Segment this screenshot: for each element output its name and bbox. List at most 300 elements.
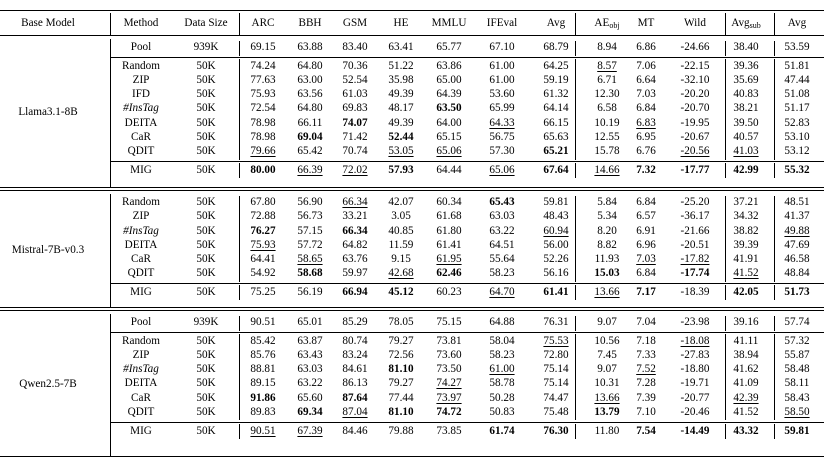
score-cell: 61.00	[489, 59, 515, 72]
score-cell: 78.98	[250, 116, 276, 129]
score-cell: 58.23	[489, 349, 515, 361]
score-cell: 73.60	[436, 349, 462, 361]
score-cell: 67.10	[489, 41, 515, 54]
data-size-cell: 50K	[196, 116, 216, 129]
score-cell: 7.33	[636, 349, 656, 361]
score-cell: 42.05	[733, 285, 759, 298]
score-cell: 11.59	[388, 238, 414, 251]
score-cell: 63.22	[489, 224, 515, 237]
score-cell: 11.80	[594, 424, 620, 437]
score-cell: 67.80	[250, 196, 276, 209]
score-cell: 55.32	[784, 163, 810, 176]
score-cell: 35.69	[733, 74, 759, 86]
score-cell: 91.86	[250, 391, 276, 404]
score-cell: 61.41	[436, 238, 462, 251]
score-cell: 15.03	[594, 267, 620, 280]
score-cell: 75.93	[250, 238, 276, 251]
score-cell: 65.06	[489, 163, 515, 176]
header-divider	[110, 13, 111, 35]
score-cell: 63.86	[436, 59, 462, 72]
method-name: ZIP	[132, 74, 150, 86]
method-name: #InsTag	[123, 224, 159, 237]
score-cell: 67.39	[297, 424, 323, 437]
score-cell: 43.32	[733, 424, 759, 437]
score-cell: 41.37	[784, 210, 810, 223]
score-cell: 6.96	[636, 238, 656, 251]
score-cell: 42.99	[733, 163, 759, 176]
header-divider	[239, 13, 240, 35]
score-cell: 49.88	[784, 224, 810, 237]
method-name: Random	[122, 334, 160, 347]
score-cell: 7.06	[636, 59, 656, 72]
score-cell: 41.09	[733, 377, 759, 390]
score-cell: -19.95	[680, 116, 710, 129]
block-rule	[0, 310, 824, 311]
score-cell: 42.07	[388, 196, 414, 209]
score-cell: 6.71	[597, 74, 617, 86]
score-cell: 38.40	[733, 41, 759, 54]
score-cell: 67.64	[543, 163, 569, 176]
score-cell: 57.30	[489, 145, 515, 157]
score-cell: 66.39	[297, 163, 323, 176]
method-name: CaR	[131, 130, 151, 143]
score-cell: 58.11	[784, 377, 810, 390]
data-size-cell: 50K	[196, 163, 216, 176]
score-cell: 48.84	[784, 267, 810, 280]
column-divider	[725, 285, 726, 300]
group-rule	[110, 283, 824, 284]
score-cell: 64.80	[297, 59, 323, 72]
score-cell: 65.00	[436, 74, 462, 86]
score-cell: 65.21	[543, 145, 569, 157]
data-size-cell: 50K	[196, 102, 216, 115]
score-cell: 61.74	[489, 424, 515, 437]
score-cell: 79.27	[388, 377, 414, 390]
score-cell: 87.64	[342, 391, 368, 404]
score-cell: 65.43	[489, 196, 515, 209]
score-cell: 75.48	[543, 405, 569, 418]
score-cell: 11.93	[594, 252, 620, 265]
score-cell: 83.24	[342, 349, 368, 361]
score-cell: 51.22	[388, 59, 414, 72]
score-cell: 10.19	[594, 116, 620, 129]
data-size-cell: 50K	[196, 424, 216, 437]
score-cell: 75.14	[543, 363, 569, 376]
data-size-cell: 50K	[196, 252, 216, 265]
score-cell: 59.81	[543, 196, 569, 209]
header-mmlu: MMLU	[431, 16, 467, 29]
score-cell: 7.03	[636, 88, 656, 101]
score-cell: 64.44	[436, 163, 462, 176]
score-cell: 41.52	[733, 405, 759, 418]
score-cell: 73.81	[436, 334, 462, 347]
score-cell: -24.66	[680, 41, 710, 54]
score-cell: 64.25	[543, 59, 569, 72]
score-cell: 63.50	[436, 102, 462, 115]
score-cell: 74.72	[436, 405, 462, 418]
method-name: Pool	[130, 316, 152, 329]
score-cell: 6.58	[597, 102, 617, 115]
score-cell: 65.63	[543, 130, 569, 143]
score-cell: 40.85	[388, 224, 414, 237]
score-cell: 58.48	[784, 363, 810, 376]
score-cell: 12.55	[594, 130, 620, 143]
column-divider	[239, 163, 240, 178]
score-cell: 7.54	[636, 424, 656, 437]
score-cell: 38.21	[733, 102, 759, 115]
base-model-label: Llama3.1-8B	[18, 106, 78, 118]
score-cell: 7.32	[636, 163, 656, 176]
score-cell: 61.41	[543, 285, 569, 298]
method-name: #InsTag	[123, 102, 159, 115]
column-divider	[239, 196, 240, 282]
score-cell: 63.03	[489, 210, 515, 223]
score-cell: 73.97	[436, 391, 462, 404]
group-rule	[110, 332, 824, 333]
score-cell: 46.58	[784, 252, 810, 265]
score-cell: 78.98	[250, 130, 276, 143]
score-cell: 15.78	[594, 145, 620, 157]
score-cell: 58.65	[297, 252, 323, 265]
group-rule	[110, 57, 824, 58]
score-cell: 74.27	[436, 377, 462, 390]
score-cell: 59.19	[543, 74, 569, 86]
score-cell: 76.27	[250, 224, 276, 237]
method-name: Random	[122, 59, 160, 72]
column-divider	[575, 316, 576, 331]
method-name: CaR	[131, 391, 151, 404]
column-divider	[725, 59, 726, 159]
score-cell: 61.68	[436, 210, 462, 223]
data-size-cell: 50K	[196, 363, 216, 376]
score-cell: -14.49	[680, 424, 710, 437]
score-cell: 64.00	[436, 116, 462, 129]
method-name: MIG	[130, 163, 152, 176]
score-cell: 35.98	[388, 74, 414, 86]
score-cell: 69.34	[297, 405, 323, 418]
score-cell: 65.01	[297, 316, 323, 329]
score-cell: -23.98	[680, 316, 710, 329]
score-cell: 63.03	[297, 363, 323, 376]
score-cell: 66.11	[297, 116, 323, 129]
column-divider	[774, 41, 775, 56]
score-cell: 85.29	[342, 316, 368, 329]
score-cell: 79.88	[388, 424, 414, 437]
score-cell: 89.83	[250, 405, 276, 418]
score-cell: 61.03	[342, 88, 368, 101]
method-name: #InsTag	[123, 363, 159, 376]
table-bottom-rule	[0, 456, 824, 457]
score-cell: 45.12	[388, 285, 414, 298]
score-cell: 6.64	[636, 74, 656, 86]
score-cell: 54.92	[250, 267, 276, 280]
score-cell: 39.39	[733, 238, 759, 251]
score-cell: -27.83	[680, 349, 710, 361]
score-cell: 55.64	[489, 252, 515, 265]
score-cell: 63.41	[388, 41, 414, 54]
data-size-cell: 50K	[196, 334, 216, 347]
score-cell: 66.94	[342, 285, 368, 298]
score-cell: 90.51	[250, 424, 276, 437]
score-cell: -22.15	[680, 59, 710, 72]
score-cell: 9.07	[597, 363, 617, 376]
score-cell: 70.36	[342, 59, 368, 72]
column-divider	[774, 316, 775, 331]
score-cell: 58.04	[489, 334, 515, 347]
method-name: QDIT	[127, 267, 155, 280]
score-cell: 6.84	[636, 267, 656, 280]
score-cell: 64.41	[250, 252, 276, 265]
data-size-cell: 50K	[196, 267, 216, 280]
score-cell: -17.74	[680, 267, 710, 280]
score-cell: 72.88	[250, 210, 276, 223]
score-cell: 41.62	[733, 363, 759, 376]
header-arc: ARC	[251, 16, 275, 29]
score-cell: 13.79	[594, 405, 620, 418]
group-rule	[110, 422, 824, 423]
score-cell: 53.12	[784, 145, 810, 157]
score-cell: 64.82	[342, 238, 368, 251]
score-cell: 90.51	[250, 316, 276, 329]
score-cell: 50.83	[489, 405, 515, 418]
score-cell: 75.93	[250, 88, 276, 101]
block-rule	[0, 307, 824, 308]
score-cell: -20.70	[680, 102, 710, 115]
score-cell: 57.74	[784, 316, 810, 329]
column-divider	[725, 316, 726, 331]
score-cell: 64.88	[489, 316, 515, 329]
score-cell: 75.53	[543, 334, 569, 347]
score-cell: -20.77	[680, 391, 710, 404]
score-cell: 53.59	[784, 41, 810, 54]
method-name: MIG	[130, 424, 152, 437]
score-cell: 63.88	[297, 41, 323, 54]
score-cell: 63.56	[297, 88, 323, 101]
score-cell: 56.16	[543, 267, 569, 280]
data-size-cell: 50K	[196, 285, 216, 298]
score-cell: 84.61	[342, 363, 368, 376]
score-cell: 6.84	[636, 102, 656, 115]
score-cell: 14.66	[594, 163, 620, 176]
score-cell: 7.39	[636, 391, 656, 404]
header-bbh: BBH	[298, 16, 322, 29]
column-divider	[239, 41, 240, 56]
score-cell: 5.84	[597, 196, 617, 209]
method-name: MIG	[130, 285, 152, 298]
score-cell: 71.42	[342, 130, 368, 143]
score-cell: 63.43	[297, 349, 323, 361]
column-divider	[575, 163, 576, 178]
score-cell: 40.83	[733, 88, 759, 101]
score-cell: 34.32	[733, 210, 759, 223]
score-cell: 10.56	[594, 334, 620, 347]
column-divider	[239, 316, 240, 331]
score-cell: 7.17	[636, 285, 656, 298]
score-cell: 8.20	[597, 224, 617, 237]
header-mt: MT	[637, 16, 655, 29]
model-divider	[110, 194, 111, 307]
column-divider	[575, 424, 576, 439]
score-cell: 64.14	[543, 102, 569, 115]
method-name: IFD	[131, 88, 151, 101]
score-cell: 69.15	[250, 41, 276, 54]
score-cell: 10.31	[594, 377, 620, 390]
header-divider	[725, 13, 726, 35]
score-cell: 65.42	[297, 145, 323, 157]
score-cell: 8.82	[597, 238, 617, 251]
header-gsm: GSM	[342, 16, 368, 29]
score-cell: 74.24	[250, 59, 276, 72]
score-cell: 6.57	[636, 210, 656, 223]
score-cell: 58.23	[489, 267, 515, 280]
score-cell: 69.83	[342, 102, 368, 115]
score-cell: 65.60	[297, 391, 323, 404]
column-divider	[725, 334, 726, 420]
score-cell: 57.15	[297, 224, 323, 237]
score-cell: 13.66	[594, 285, 620, 298]
score-cell: 72.02	[342, 163, 368, 176]
score-cell: 48.51	[784, 196, 810, 209]
score-cell: 65.06	[436, 145, 462, 157]
score-cell: -17.82	[680, 252, 710, 265]
column-divider	[575, 334, 576, 420]
score-cell: 62.46	[436, 267, 462, 280]
score-cell: 59.97	[342, 267, 368, 280]
method-name: Pool	[130, 41, 152, 54]
column-divider	[239, 59, 240, 159]
score-cell: -25.20	[680, 196, 710, 209]
score-cell: 76.31	[543, 316, 569, 329]
column-divider	[774, 59, 775, 159]
score-cell: 7.52	[636, 363, 656, 376]
score-cell: 7.10	[636, 405, 656, 418]
header-method: Method	[123, 16, 159, 29]
score-cell: 37.21	[733, 196, 759, 209]
score-cell: 64.39	[436, 88, 462, 101]
score-cell: 56.73	[297, 210, 323, 223]
score-cell: 61.00	[489, 363, 515, 376]
score-cell: 68.79	[543, 41, 569, 54]
data-size-cell: 50K	[196, 88, 216, 101]
model-divider	[110, 314, 111, 456]
score-cell: 64.70	[489, 285, 515, 298]
score-cell: 52.26	[543, 252, 569, 265]
score-cell: 8.94	[597, 41, 617, 54]
score-cell: 7.28	[636, 377, 656, 390]
score-cell: 33.21	[342, 210, 368, 223]
score-cell: -32.10	[680, 74, 710, 86]
score-cell: 88.81	[250, 363, 276, 376]
score-cell: 61.95	[436, 252, 462, 265]
column-divider	[725, 41, 726, 56]
column-divider	[575, 285, 576, 300]
score-cell: 79.27	[388, 334, 414, 347]
score-cell: 73.85	[436, 424, 462, 437]
score-cell: 66.34	[342, 196, 368, 209]
score-cell: 9.15	[391, 252, 411, 265]
score-cell: 58.78	[489, 377, 515, 390]
score-cell: 73.50	[436, 363, 462, 376]
data-size-cell: 50K	[196, 130, 216, 143]
score-cell: 7.18	[636, 334, 656, 347]
column-divider	[774, 163, 775, 178]
score-cell: -20.46	[680, 405, 710, 418]
base-model-label: Qwen2.5-7B	[19, 378, 77, 390]
score-cell: 65.15	[436, 130, 462, 143]
score-cell: 87.04	[342, 405, 368, 418]
score-cell: 6.83	[636, 116, 656, 129]
score-cell: 55.87	[784, 349, 810, 361]
score-cell: -18.39	[680, 285, 710, 298]
data-size-cell: 50K	[196, 391, 216, 404]
score-cell: 64.51	[489, 238, 515, 251]
data-size-cell: 50K	[196, 224, 216, 237]
method-name: ZIP	[132, 210, 150, 223]
score-cell: 49.39	[388, 88, 414, 101]
score-cell: -21.66	[680, 224, 710, 237]
column-divider	[774, 196, 775, 282]
score-cell: 52.54	[342, 74, 368, 86]
score-cell: 53.10	[784, 130, 810, 143]
score-cell: 70.74	[342, 145, 368, 157]
score-cell: 39.16	[733, 316, 759, 329]
score-cell: 76.30	[543, 424, 569, 437]
score-cell: 6.95	[636, 130, 656, 143]
score-cell: 85.76	[250, 349, 276, 361]
column-divider	[774, 285, 775, 300]
method-name: Random	[122, 196, 160, 209]
data-size-cell: 50K	[196, 377, 216, 390]
score-cell: 81.10	[388, 363, 414, 376]
header-rule	[0, 35, 824, 36]
score-cell: 75.15	[436, 316, 462, 329]
score-cell: 77.44	[388, 391, 414, 404]
column-divider	[239, 424, 240, 439]
score-cell: 39.50	[733, 116, 759, 129]
score-cell: 6.84	[636, 196, 656, 209]
score-cell: 63.00	[297, 74, 323, 86]
score-cell: 80.00	[250, 163, 276, 176]
data-size-cell: 50K	[196, 210, 216, 223]
score-cell: 66.34	[342, 224, 368, 237]
score-cell: -18.80	[680, 363, 710, 376]
score-cell: 56.75	[489, 130, 515, 143]
header-avg-sub: Avg$_{sub}$	[731, 16, 761, 30]
column-divider	[774, 424, 775, 439]
score-cell: 5.34	[597, 210, 617, 223]
score-cell: 42.68	[388, 267, 414, 280]
score-cell: 7.03	[636, 252, 656, 265]
score-cell: -20.56	[680, 145, 710, 157]
score-cell: 57.72	[297, 238, 323, 251]
method-name: CaR	[131, 252, 151, 265]
group-rule	[110, 161, 824, 162]
model-divider	[110, 39, 111, 187]
column-divider	[725, 163, 726, 178]
score-cell: 3.05	[391, 210, 411, 223]
score-cell: -18.08	[680, 334, 710, 347]
score-cell: 48.43	[543, 210, 569, 223]
score-cell: -36.17	[680, 210, 710, 223]
score-cell: 48.17	[388, 102, 414, 115]
score-cell: 56.19	[297, 285, 323, 298]
score-cell: 77.63	[250, 74, 276, 86]
score-cell: 63.22	[297, 377, 323, 390]
score-cell: 78.05	[388, 316, 414, 329]
score-cell: 58.50	[784, 405, 810, 418]
method-name: QDIT	[127, 145, 155, 157]
score-cell: 61.00	[489, 74, 515, 86]
